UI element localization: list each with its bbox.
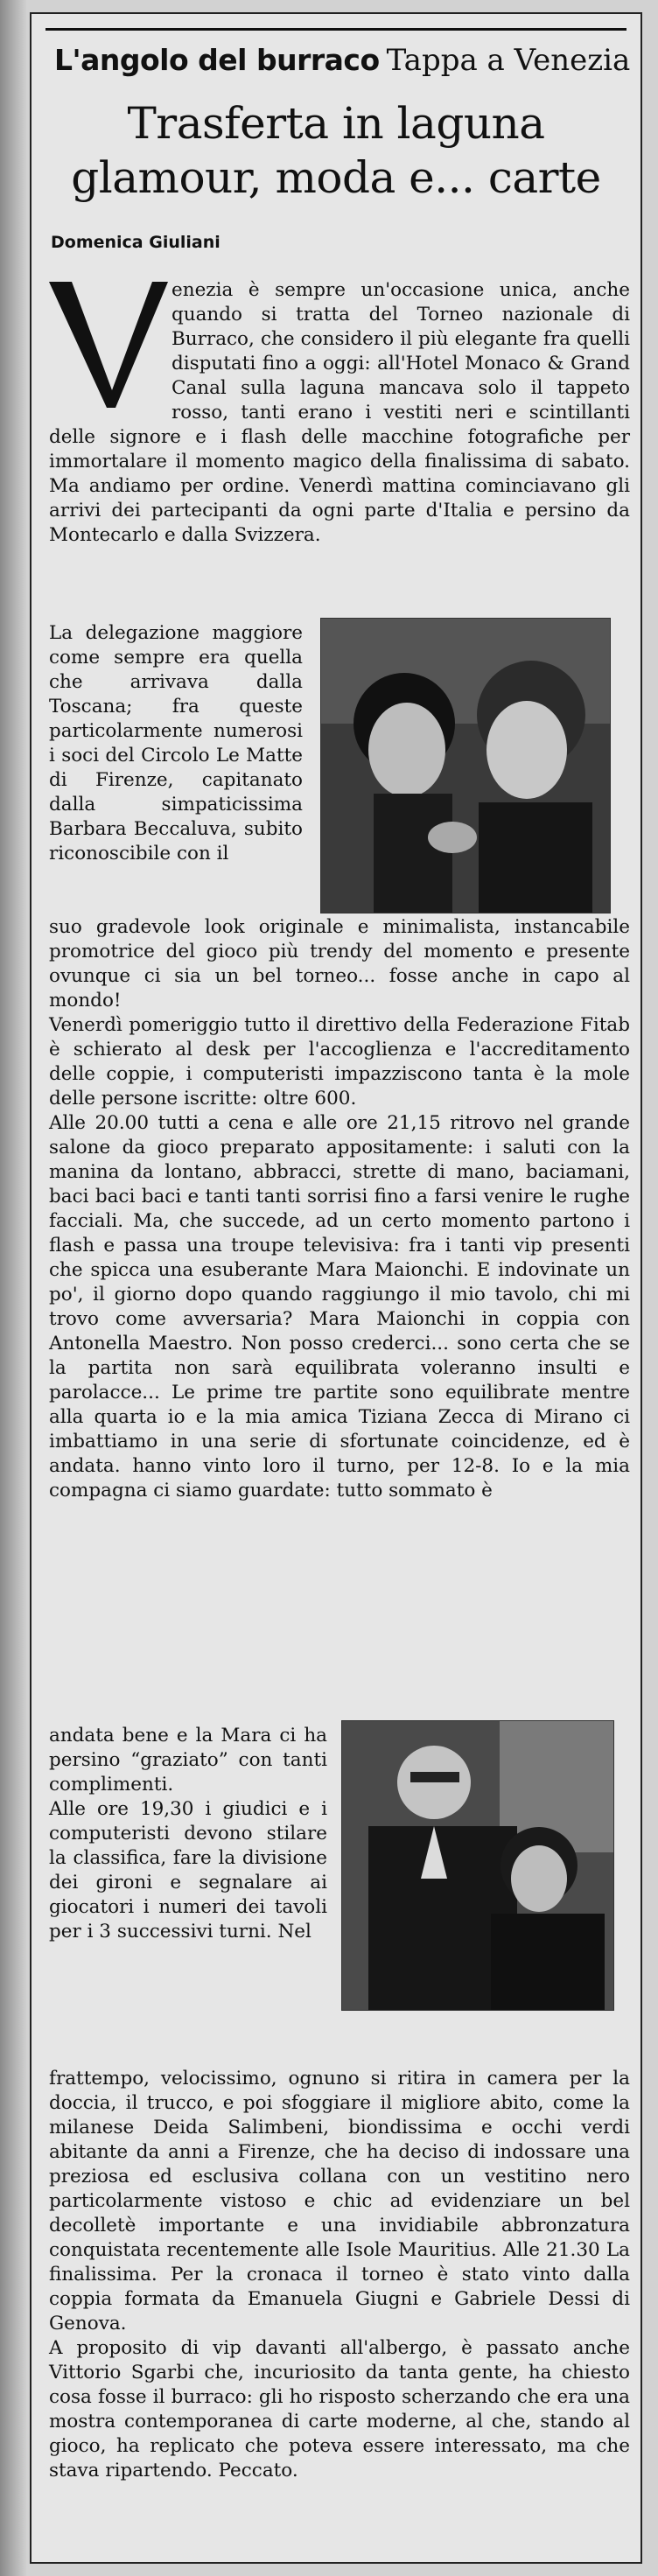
paragraph-afternoon-text: Venerdì pomeriggio tutto il direttivo della Federazione Fitab è schierato al desk per l'accoglienza e l'accreditamento delle coppie, i computeristi impazziscono tanta è la mole delle persone iscritte: oltre 600.: [49, 1014, 630, 1110]
paragraph-judges-text: Alle ore 19,30 i giudici e i computeristi devono stilare la classifica, fare la divisione dei gironi e segnalare ai giocatori i numeri dei tavoli per i 3 successivi turni. Nel: [49, 1798, 327, 1942]
paragraph-intro: [49, 278, 630, 621]
headline-line-1: Trasferta in laguna: [127, 98, 545, 149]
paragraph-compliments-text: andata bene e la Mara ci ha persino “graziato” con tanti complimenti.: [49, 1725, 327, 1796]
byline: Domenica Giuliani: [51, 233, 220, 252]
rubric: [54, 43, 630, 78]
rubric-header: [46, 28, 631, 92]
paragraph-sgarbi-text: A proposito di vip davanti all'albergo, è passato anche Vittorio Sgarbi che, incuriosito da tanta gente, ha chiesto cosa fosse il burraco: gli ho risposto scherzando che era una mostra contemporanea di carte moderne, al che, stando al gioco, ha replicato che poteva essere interessato, ma che stava ripartendo. Peccato.: [49, 2337, 630, 2482]
photo-man-and-woman: [341, 1720, 614, 2011]
headline-line-2: glamour, moda e... carte: [71, 152, 601, 203]
paragraph-delegation-text: La delegazione maggiore come sempre era quella che arrivava dalla Toscana; fra queste particolarmente numerosi i soci del Circolo Le Matte di Firenze, capitanato dalla simpaticissima Barbara Beccaluva, subito riconoscibile con il: [49, 622, 303, 864]
paragraph-block-narrow: [49, 1724, 327, 2067]
adjacent-page-strip: [0, 0, 26, 2576]
paragraph-dinner-text: Alle 20.00 tutti a cena e alle ore 21,15 ritrovo nel grande salone da gioco preparato appositamente: i saluti con la manina da lontano, abbracci, strette di mano, baciamani, baci baci baci e tanti tanti sorrisi fino a farsi venire le rughe facciali. Ma, che succede, ad un certo momento partono i flash e passa una troupe televisiva: fra i tanti vip presenti che spicca una esuberante Mara Maionchi. E indovinate un po', il giorno dopo quando raggiungo il mio tavolo, chi mi trovo come avversaria? Mara Maionchi in coppia con Antonella Maestro. Non posso crederci... sono certa che se la partita non sarà equilibrata voleranno insulti e parolacce... Le prime tre partite sono equilibrate mentre alla quarta io e la mia amica Tiziana Zecca di Mirano ci imbattiamo in una serie di sfortunate coincidenze, ed è andata. hanno vinto loro il turno, per 12-8. Io e la mia compagna ci siamo guardate: tutto sommato è: [49, 1112, 630, 1502]
column-name: L'angolo del burraco: [54, 43, 380, 77]
photo-two-women: [320, 618, 611, 914]
paragraph-evening-text: frattempo, velocissimo, ognuno si ritira in camera per la doccia, il trucco, e poi sfoggiare il migliore abito, come la milanese Deida Salimbeni, biondissima e occhi verdi abitante da anni a Firenze, che ha deciso di indossare una preziosa ed esclusiva collana con un vestitino nero particolarmente vistoso e chic ad evidenziare un bel decolletè importante e una invidiabile abbronzatura conquistata recentemente alle Isole Mauritius. Alle 21.30 La finalissima. Per la cronaca il torneo è stato vinto dalla coppia formata da Emanuela Giugni e Gabriele Dessi di Genova.: [49, 2068, 630, 2334]
rubric-topic: Tappa a Venezia: [386, 43, 631, 78]
paragraph-delegation: [49, 621, 303, 915]
photo-two-women-image: [321, 619, 610, 913]
photo-man-and-woman-image: [342, 1721, 613, 2010]
article-box: [30, 12, 642, 2564]
paragraph-promoter-text: suo gradevole look originale e minimalista, instancabile promotrice del gioco più trendy del momento e presente ovunque ci sia un bel torneo... fosse anche in capo al mondo!: [49, 916, 630, 1012]
paragraph-block-middle: [49, 915, 630, 1724]
paragraph-intro-text: enezia è sempre un'occasione unica, anche quando si tratta del Torneo nazionale di Burraco, che considero il più elegante fra quelli disputati fino a oggi: all'Hotel Monaco & Grand Canal sulla laguna mancava solo il tappeto rosso, tanti erano i vestiti neri e scintillanti delle signore e i flash delle macchine fotografiche per immortalare il momento magico della finalissima di sabato. Ma andiamo per ordine. Venerdì mattina cominciavano gli arrivi dei partecipanti da ogni parte d'Italia e persino da Montecarlo e dalla Svizzera.: [49, 279, 630, 546]
paragraph-block-final: [49, 2067, 630, 2550]
headline: [46, 96, 626, 205]
